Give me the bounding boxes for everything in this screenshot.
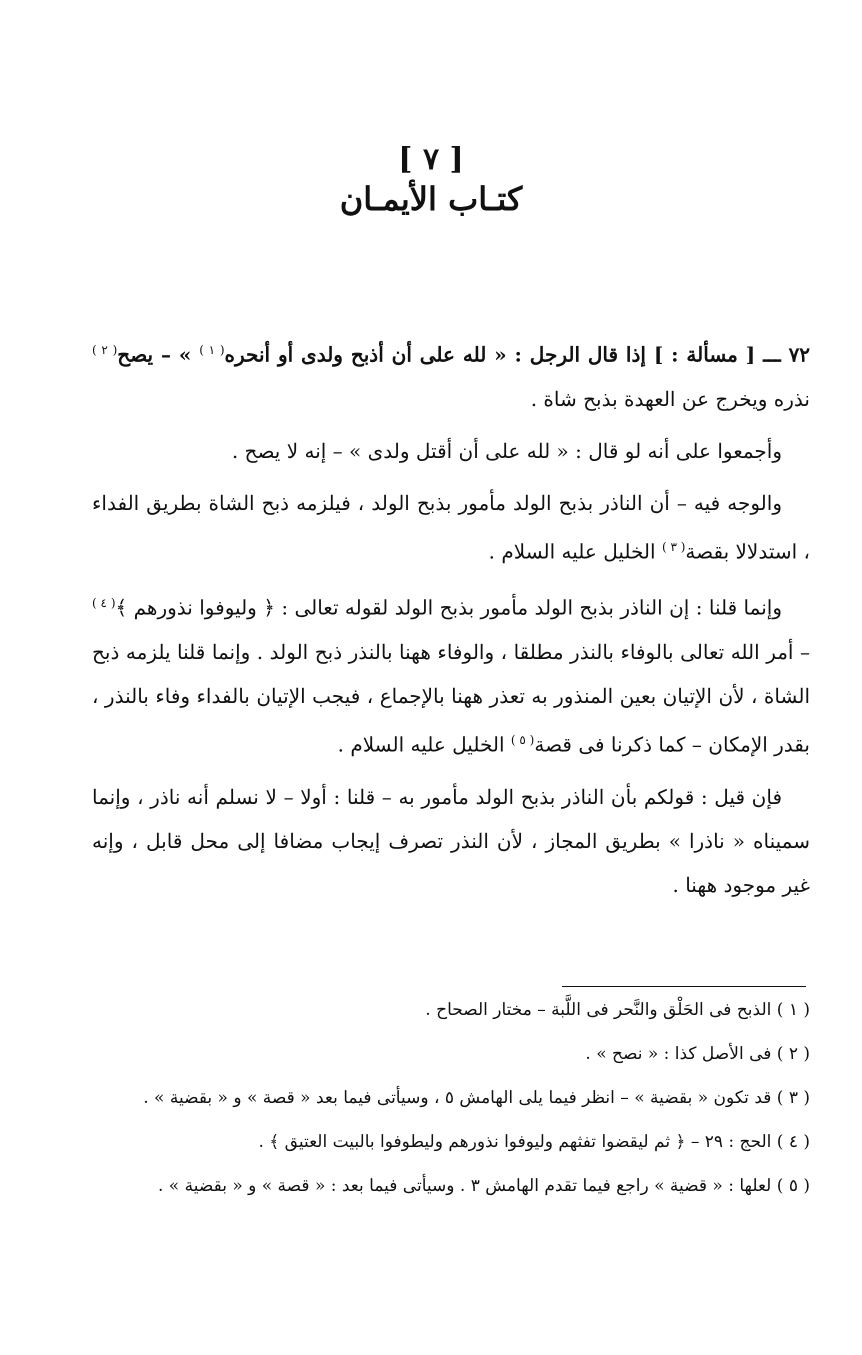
paragraph-objection: فإن قيل : قولكم بأن الناذر بذبح الولد مأمور به – قلنا : أولا – لا نسلم أنه ناذر ، وإنما سميناه « ناذرا » بطريق المجاز ، لأن النذر تصرف إيجاب مضافا إلى محل قابل ، وإنه غير موجود ههنا .: [92, 784, 810, 897]
footnote-1: ( ١ ) الذبح فى الحَلْق والنَّحر فى اللَّبة – مختار الصحاح .: [425, 1000, 810, 1020]
paragraph-72: [92, 328, 810, 421]
paragraph-evidence: [92, 581, 810, 766]
paragraph-consensus: وأجمعوا على أنه لو قال : « لله على أن أقتل ولدى » – إنه لا يصح .: [231, 438, 782, 463]
paragraph-reasoning: [92, 481, 810, 574]
chapter-number: [ ٧ ]: [398, 142, 464, 177]
footnote-3: ( ٣ ) قد تكون « بقضية » – انظر فيما يلى الهامش ٥ ، وسيأتى فيما بعد « قصة » و « بقضية » .: [143, 1088, 810, 1108]
main-text: [92, 328, 810, 915]
footnote-divider: [562, 986, 806, 987]
footnote-5: ( ٥ ) لعلها : « قضية » راجع فيما تقدم الهامش ٣ . وسيأتى فيما بعد : « قصة » و « بقضية » .: [158, 1176, 810, 1196]
footnote-ref-2: ( ٢ ): [92, 343, 118, 357]
paragraph-text: والوجه فيه – أن الناذر بذبح الولد مأمور بذبح الولد ، فيلزمه ذبح الشاة بطريق الفداء ، استدلالا بقصة: [92, 490, 810, 564]
footnote-ref-3: ( ٣ ): [661, 539, 686, 554]
footnote-ref-5: ( ٥ ): [510, 732, 535, 747]
chapter-title: كتـاب الأيمـان: [339, 180, 523, 218]
issue-number: ٧٢ ـــ [ مسألة : ]: [653, 342, 811, 367]
paragraph-text: الخليل عليه السلام .: [337, 732, 511, 757]
footnote-4: ( ٤ ) الحج : ٢٩ – ﴿ ثم ليقضوا تفثهم وليوفوا نذورهم وليطوفوا بالبيت العتيق ﴾ .: [258, 1132, 810, 1152]
footnote-2: ( ٢ ) فى الأصل كذا : « نصح » .: [585, 1044, 810, 1064]
paragraph-text: الخليل عليه السلام .: [488, 539, 662, 564]
footnote-ref-4: ( ٤ ): [92, 596, 116, 611]
paragraph-text: نذره ويخرج عن العهدة بذبح شاة .: [530, 386, 810, 411]
paragraph-text: – أمر الله تعالى بالوفاء بالنذر مطلقا ، والوفاء ههنا بالنذر ذبح الولد . وإنما قلنا يلزمه ذبح الشاة ، لأن الإتيان بعين المنذور به تعذر ههنا بالإجماع ، فيجب الإتيان بالفداء وفاء بالنذر ، بقدر الإمكان – كما ذكرنا فى قصة: [92, 639, 810, 757]
footnote-ref-1: ( ١ ): [199, 343, 225, 357]
paragraph-text: وإنما قلنا : إن الناذر بذبح الولد مأمور بذبح الولد لقوله تعالى : ﴿ وليوفوا نذورهم ﴾: [115, 595, 782, 620]
paragraph-text: إذا قال الرجل : « لله على أن أذبح ولدى أو أنحره: [224, 342, 654, 367]
footnotes: [92, 992, 810, 1212]
paragraph-text: » – يصح: [117, 342, 200, 367]
